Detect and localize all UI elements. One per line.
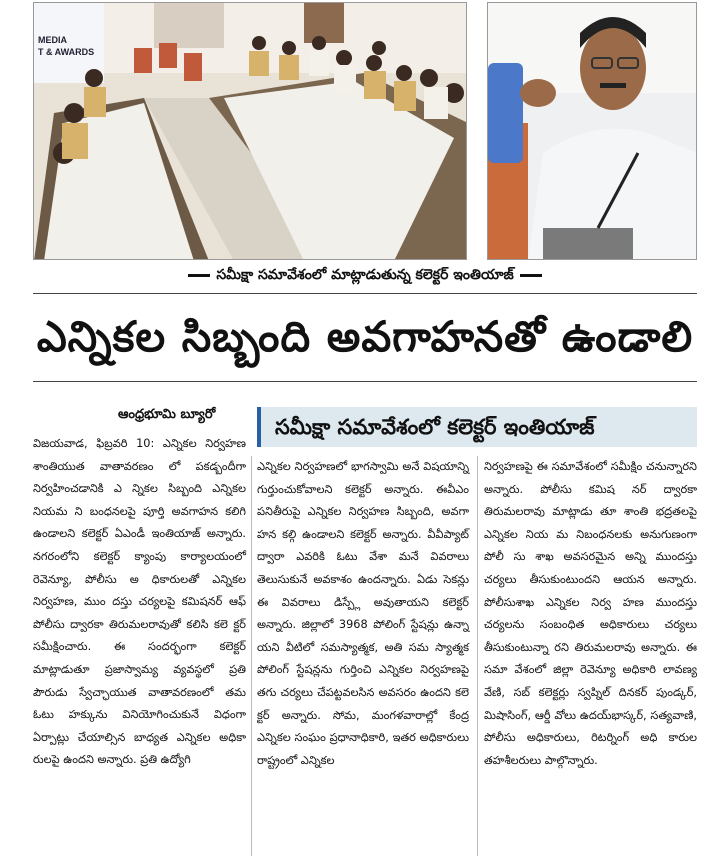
column-1-text: విజయవాడ, ఫిబ్రవరి 10: ఎన్నికల నిర్వహణ శాంతియుత వాతావరణం లో పకడ్బందీగా నిర్వహించడానికి ఎ న్నికల సిబ్బంది ఎన్నికల నియమ ని బంధనలపై పూర్తి అవగాహన కలిగి ఉండాలని కలెక్టర్ ఏఎండీ ఇంతియాజ్ అన్నారు. నగరంలోని కలెక్టర్ క్యాంపు కార్యాలయంలో రెవెన్యూ, పోలీసు అ ధికారులతో ఎన్నికల నిర్వహణ, ముం దస్తు చర్యలపై కమిషనర్ ఆఫ్ పోలీసు ద్వారకా తిరుమలరావుతో కలిసి కలె క్టర్ సమీక్షించారు. ఈ సందర్భంగా కలెక్టర్ మాట్లాడుతూ ప్రజాస్వామ్య వ్యవస్థలో ప్రతి పౌరుడు స్వేచ్ఛాయుత వాతావరణంలో తమ ఓటు హక్కును వినియోగించుకునే విధంగా ఏర్పాట్లు చేయాల్సిన బాధ్యత ఎన్నికల అధికా రులపై ఉందని అన్నారు. ప్రతి ఉద్యోగి [33,437,246,767]
caption-text: సమీక్షా సమావేశంలో మాట్లాడుతున్న కలెక్టర్ ఇంతియాజ్ [216,267,514,283]
collector-photo-illustration [488,3,697,260]
byline: ఆంధ్రభూమి బ్యూరో [118,407,216,422]
meeting-photo [33,2,467,260]
headline-top-rule [33,293,697,294]
collector-photo [487,2,697,260]
headline-bottom-rule [33,381,697,382]
column-divider-2 [477,456,478,856]
meeting-photo-illustration [34,3,467,260]
caption-dash-right [520,274,542,277]
article-column-3 [484,456,697,772]
photo-caption [33,262,697,288]
column-3-text: నిర్వహణపై ఈ సమావేశంలో సమీక్షిం చనున్నారని అన్నారు. పోలీసు కమిష నర్ ద్వారకా తిరుమలరావు మాట్లాడు తూ శాంతి భద్రతలపై ఎన్నికల నియ మ నిబంధనలకు అనుగుణంగా పోలీ సు శాఖ అవసరమైన అన్ని ముందస్తు చర్యలు తీసుకుంటుందని ఆయన అన్నారు. పోలీసుశాఖ ఎన్నికల నిర్వ హణ ముందస్తు చర్యలను సంబంధిత అధికారులు చర్యలు తీసుకుంటున్నా రని తిరుమలరావు అన్నారు. ఈ సమా వేశంలో జిల్లా రెవెన్యూ అధికారి లావణ్య వేణి, సబ్ కలెక్టర్లు స్వప్నిల్ దినకర్ పుండ్కర్, మిషాసింగ్, ఆర్డీ వోలు ఉదయ్‌భాస్కర్, సత్యవాణి, పోలీసు అధికారులు, రిటర్నింగ్ అధి కారుల తహశీలరులు పాల్గొన్నారు. [484,460,697,767]
svg-text:T & AWARDS: T & AWARDS [38,47,95,57]
subheading: సమీక్షా సమావేశంలో కలెక్టర్ ఇంతియాజ్ [257,407,697,447]
article-column-1 [33,433,246,772]
caption-dash-left [188,274,210,277]
column-divider-1 [251,456,252,856]
column-2-text: ఎన్నికల నిర్వహణలో భాగస్వామి అనే విషయాన్ని గుర్తుంచుకోవాలని కలెక్టర్ అన్నారు. ఈవీఎం పనితీరుపై ఎన్నికల నిర్వహణ సిబ్బంది, అవగా హన కల్గి ఉండాలని కలెక్టర్ అన్నారు. వీవీప్యాట్ ద్వారా ఎవరికి ఓటు వేశా మనే వివరాలు తెలుసుకునే అవకాశం ఉందన్నారు. ఏడు సెకన్లు ఈ వివరాలు డిస్ప్లే అవుతాయని కలెక్టర్ అన్నారు. జిల్లాలో 3968 పోలింగ్ స్టేషన్లు ఉన్నా యని వీటిలో సమస్యాత్మక, అతి సమ స్యాత్మక పోలింగ్ స్టేషన్లను గుర్తించి ఎన్నికల నిర్వహణపై తగు చర్యలు చేపట్టవలసిన అవసరం ఉందని కలె క్టర్ అన్నారు. సోమ, మంగళవారాల్లో కేంద్ర ఎన్నికల సంఘం ప్రధానాధికారి, ఇతర అధికారులు రాష్ట్రంలో ఎన్నికల [257,460,469,767]
headline: ఎన్నికల సిబ్బంది అవగాహనతో ఉండాలి [36,312,694,361]
article-column-2 [257,456,469,772]
svg-text:MEDIA: MEDIA [38,35,67,45]
